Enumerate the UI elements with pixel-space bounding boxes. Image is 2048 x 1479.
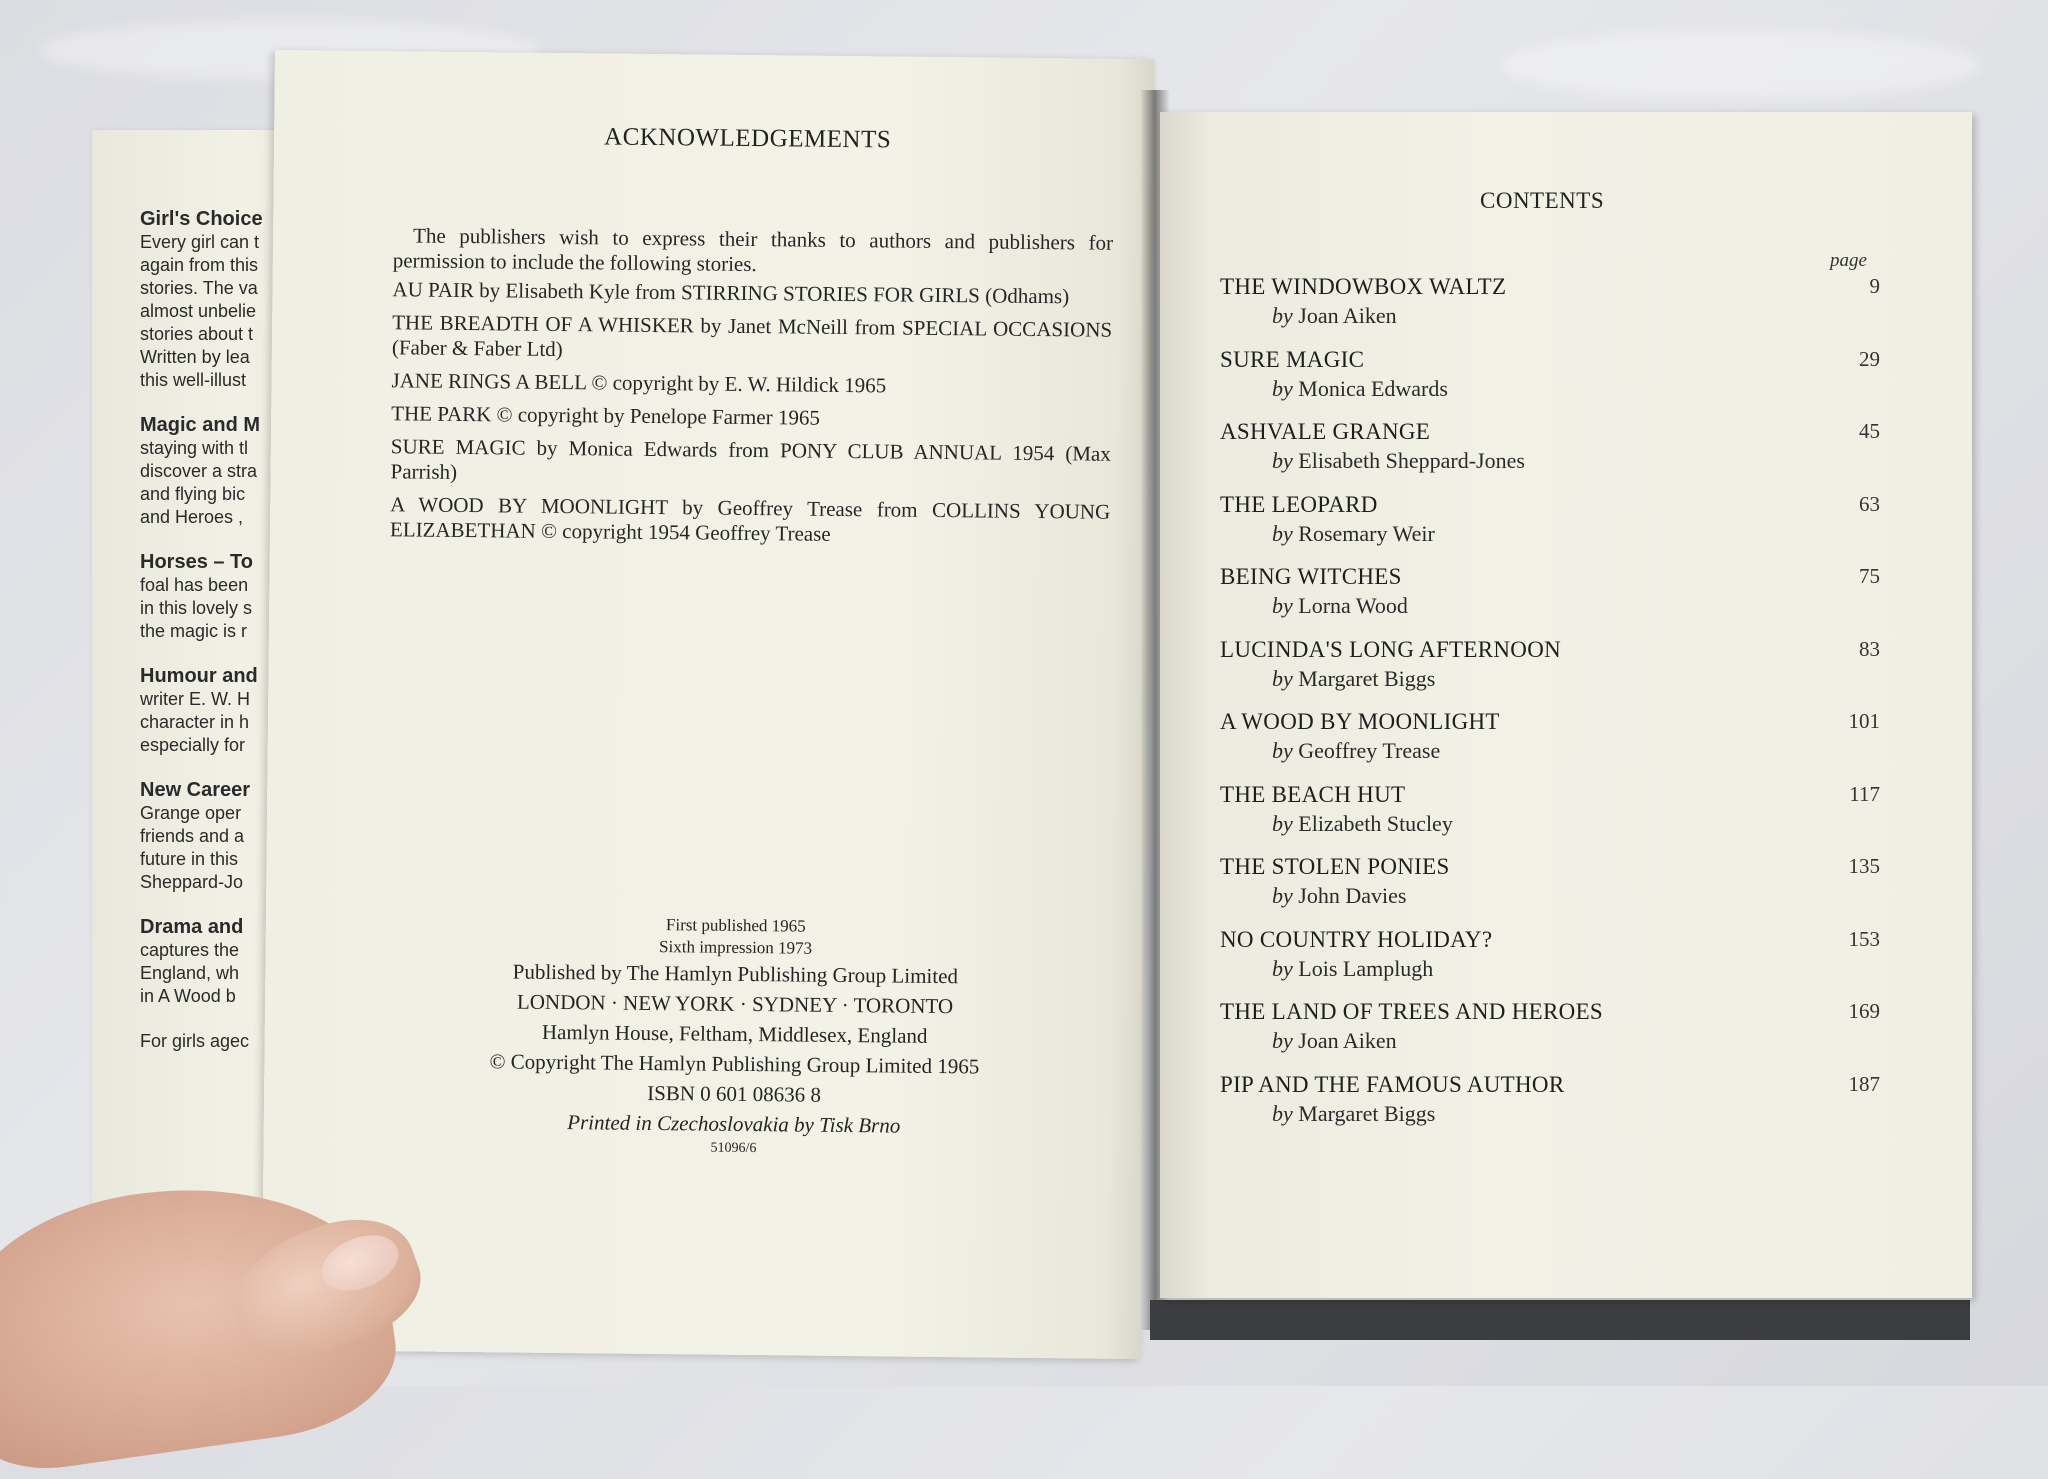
story-page-number: 63 [1859,491,1880,516]
story-page-number: 9 [1869,274,1880,298]
jacket-line: especially for [140,735,246,755]
jacket-line: England, wh [140,963,240,983]
story-author: Lois Lamplugh [1298,955,1434,981]
impression: Sixth impression 1973 [659,937,813,958]
story-author: Elizabeth Stucley [1298,810,1453,836]
story-title: THE LAND OF TREES AND HEROES [1220,999,1604,1024]
acknowledgements-list [390,277,1113,550]
story-title: THE WINDOWBOX WALTZ [1220,274,1507,299]
story-page-number: 75 [1859,564,1880,588]
story-author-line [1220,592,1880,620]
by-word: by [1272,810,1293,836]
story-page-number: 101 [1848,709,1880,733]
jacket-line: almost unbelie [140,301,257,321]
contents-entry [1220,852,1880,925]
cloth-fold [1500,30,1980,100]
story-title: THE LEOPARD [1220,491,1378,517]
acknowledgements-title: ACKNOWLEDGEMENTS [603,123,892,154]
story-author-line [1220,737,1880,765]
acknowledgement-entry: THE BREADTH OF A WHISKER by Janet McNeill from SPECIAL OCCASIONS (Faber & Faber Ltd) [391,310,1113,362]
story-title: THE STOLEN PONIES [1220,854,1450,879]
acknowledgement-entry: AU PAIR by Elisabeth Kyle from STIRRING STORIES FOR GIRLS (Odhams) [392,277,1070,309]
story-page-number: 153 [1848,926,1880,951]
story-author: Margaret Biggs [1298,665,1436,691]
story-page-number: 29 [1859,346,1880,371]
right-page [1160,112,1972,1298]
jacket-line: stories. The va [140,278,258,298]
cover-edge [1150,1300,1970,1340]
story-author: Rosemary Weir [1298,520,1435,546]
by-word: by [1272,1100,1293,1126]
story-author: Elisabeth Sheppard-Jones [1298,448,1525,473]
colophon [413,912,1056,1163]
contents-entry [1220,562,1880,635]
jacket-line: friends and a [140,826,245,846]
jacket-line: and flying bic [140,484,246,504]
jacket-line: writer E. W. H [140,689,251,709]
story-author: Lorna Wood [1298,593,1408,618]
jacket-line: Written by lea [140,347,250,367]
story-author-line [1220,955,1880,983]
first-published: First published 1965 [665,915,806,936]
publisher: Published by The Hamlyn Publishing Group Limited [512,959,959,989]
acknowledgement-entry: A WOOD BY MOONLIGHT by Geoffrey Trease from COLLINS YOUNG ELIZABETHAN © copyright 1954 Geoffrey Trease [389,492,1111,546]
story-title: A WOOD BY MOONLIGHT [1220,709,1500,734]
story-title: THE BEACH HUT [1220,781,1406,807]
print-code: 51096/6 [710,1140,757,1157]
jacket-line: in A Wood b [140,986,236,1006]
jacket-line: Every girl can t [140,232,260,252]
contents-entry [1220,707,1880,780]
story-title: LUCINDA'S LONG AFTERNOON [1220,636,1562,662]
by-word: by [1272,375,1293,401]
story-author-line [1220,447,1880,475]
story-author: Monica Edwards [1298,375,1448,401]
story-author: Joan Aiken [1298,303,1397,328]
acknowledgement-entry: THE PARK © copyright by Penelope Farmer 1965 [391,401,821,430]
jacket-block-heading: Girl's Choice [140,208,263,230]
jacket-line: character in h [140,712,250,732]
jacket-line: foal has been [140,575,249,595]
by-word: by [1272,883,1293,908]
jacket-line: in this lovely s [140,598,253,618]
jacket-block-heading: Humour and [140,665,258,687]
jacket-line: For girls agec [140,1031,250,1051]
contents-entry [1220,780,1880,853]
page-column-label: page [1830,250,1867,271]
story-title: SURE MAGIC [1220,346,1365,372]
cities: LONDON · NEW YORK · SYDNEY · TORONTO [516,989,954,1019]
story-page-number: 169 [1848,999,1880,1023]
contents-list [1220,272,1880,1142]
jacket-line: captures the [140,940,240,960]
story-page-number: 117 [1849,781,1880,806]
contents-entry [1220,997,1880,1070]
story-author-line [1220,882,1880,910]
acknowledgements-body [390,223,1113,558]
left-page [261,50,1155,1359]
story-author-line [1220,1027,1880,1055]
jacket-line: stories about t [140,324,254,344]
contents-entry [1220,417,1880,490]
address: Hamlyn House, Feltham, Middlesex, England [541,1019,928,1048]
story-title: NO COUNTRY HOLIDAY? [1220,926,1493,952]
printed-in: Printed in Czechoslovakia by Tisk Brno [567,1110,901,1138]
jacket-line: Sheppard-Jo [140,872,244,892]
story-author: John Davies [1298,883,1407,908]
jacket-line: future in this [140,849,239,869]
acknowledgements-intro: The publishers wish to express their thanks to authors and publishers for permission to include the following stories. [392,223,1114,277]
story-author-line [1220,810,1880,838]
story-author-line [1220,520,1880,548]
by-word: by [1272,1028,1293,1053]
jacket-line: this well-illust [140,370,247,390]
by-word: by [1272,593,1293,618]
story-author-line [1220,1100,1880,1128]
contents-title: CONTENTS [1480,188,1605,213]
jacket-block-heading: Drama and [140,916,244,938]
story-page-number: 45 [1859,419,1880,443]
contents-entry [1220,925,1880,998]
jacket-line: discover a stra [140,461,258,481]
story-author-line [1220,302,1880,330]
isbn: ISBN 0 601 08636 8 [647,1080,822,1107]
story-title: ASHVALE GRANGE [1220,419,1431,444]
contents-entry [1220,345,1880,418]
by-word: by [1272,665,1293,691]
story-author: Joan Aiken [1298,1028,1397,1053]
by-word: by [1272,520,1293,546]
story-page-number: 83 [1859,636,1880,661]
story-page-number: 135 [1848,854,1880,878]
jacket-line: again from this [140,255,259,275]
story-author-line [1220,665,1880,693]
jacket-block-heading: New Career [140,779,251,801]
story-title: BEING WITCHES [1220,564,1402,589]
jacket-line: the magic is r [140,621,248,641]
contents-entry [1220,1070,1880,1143]
story-title: PIP AND THE FAMOUS AUTHOR [1220,1071,1565,1097]
copyright: © Copyright The Hamlyn Publishing Group Limited 1965 [489,1049,980,1079]
by-word: by [1272,303,1293,328]
acknowledgement-entry: JANE RINGS A BELL © copyright by E. W. Hildick 1965 [391,368,887,398]
by-word: by [1272,738,1293,763]
jacket-line: staying with tl [140,438,249,458]
acknowledgement-entry: SURE MAGIC by Monica Edwards from PONY CLUB ANNUAL 1954 (Max Parrish) [390,434,1111,484]
story-author-line [1220,375,1880,403]
contents-entry [1220,635,1880,708]
by-word: by [1272,448,1293,473]
story-author: Geoffrey Trease [1298,738,1441,763]
jacket-line: and Heroes , [140,507,244,527]
by-word: by [1272,955,1293,981]
jacket-line: Grange oper [140,803,242,823]
jacket-block-heading: Horses – To [140,551,253,573]
contents-entry [1220,490,1880,563]
story-author: Margaret Biggs [1298,1100,1436,1126]
contents-entry [1220,272,1880,345]
story-page-number: 187 [1848,1071,1880,1096]
jacket-block-heading: Magic and M [140,414,261,436]
